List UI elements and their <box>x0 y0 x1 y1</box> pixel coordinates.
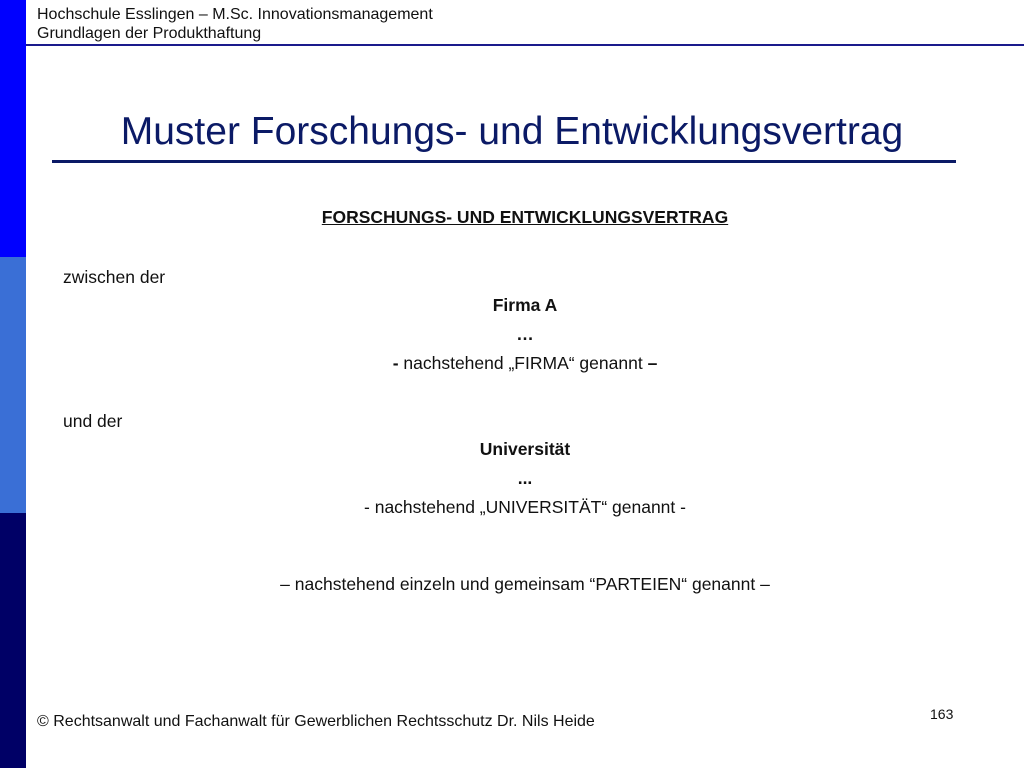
party1-dash-close: – <box>647 353 658 373</box>
contract-heading: FORSCHUNGS- UND ENTWICKLUNGSVERTRAG <box>321 207 729 227</box>
footer-copyright: © Rechtsanwalt und Fachanwalt für Gewerblichen Rechtsschutz Dr. Nils Heide <box>37 713 595 730</box>
party1-designation-line <box>26 352 1024 374</box>
page-number: 163 <box>930 706 954 722</box>
header-divider <box>26 44 1024 46</box>
title-underline <box>52 160 956 163</box>
header-course: Grundlagen der Produkthaftung <box>37 25 262 42</box>
party1-designation: nachstehend „FIRMA“ genannt <box>398 353 648 373</box>
side-stripe-middle <box>0 257 26 513</box>
header-institution: Hochschule Esslingen – M.Sc. Innovationsmanagement <box>37 6 433 23</box>
between-text: zwischen der <box>63 267 166 287</box>
slide-header <box>37 5 433 43</box>
page-title: Muster Forschungs- und Entwicklungsvertrag <box>120 110 904 153</box>
party2-ellipsis: ... <box>517 468 533 488</box>
party1-ellipsis: … <box>516 324 534 344</box>
and-text: und der <box>63 411 123 431</box>
party1-name: Firma A <box>492 295 558 315</box>
party2-designation: - nachstehend „UNIVERSITÄT“ genannt - <box>364 497 686 517</box>
side-stripe-bottom <box>0 513 26 768</box>
party2-name: Universität <box>479 439 571 459</box>
parties-designation: – nachstehend einzeln und gemeinsam “PARTEIEN“ genannt – <box>280 574 770 594</box>
party1-dash-open: - <box>392 353 399 373</box>
